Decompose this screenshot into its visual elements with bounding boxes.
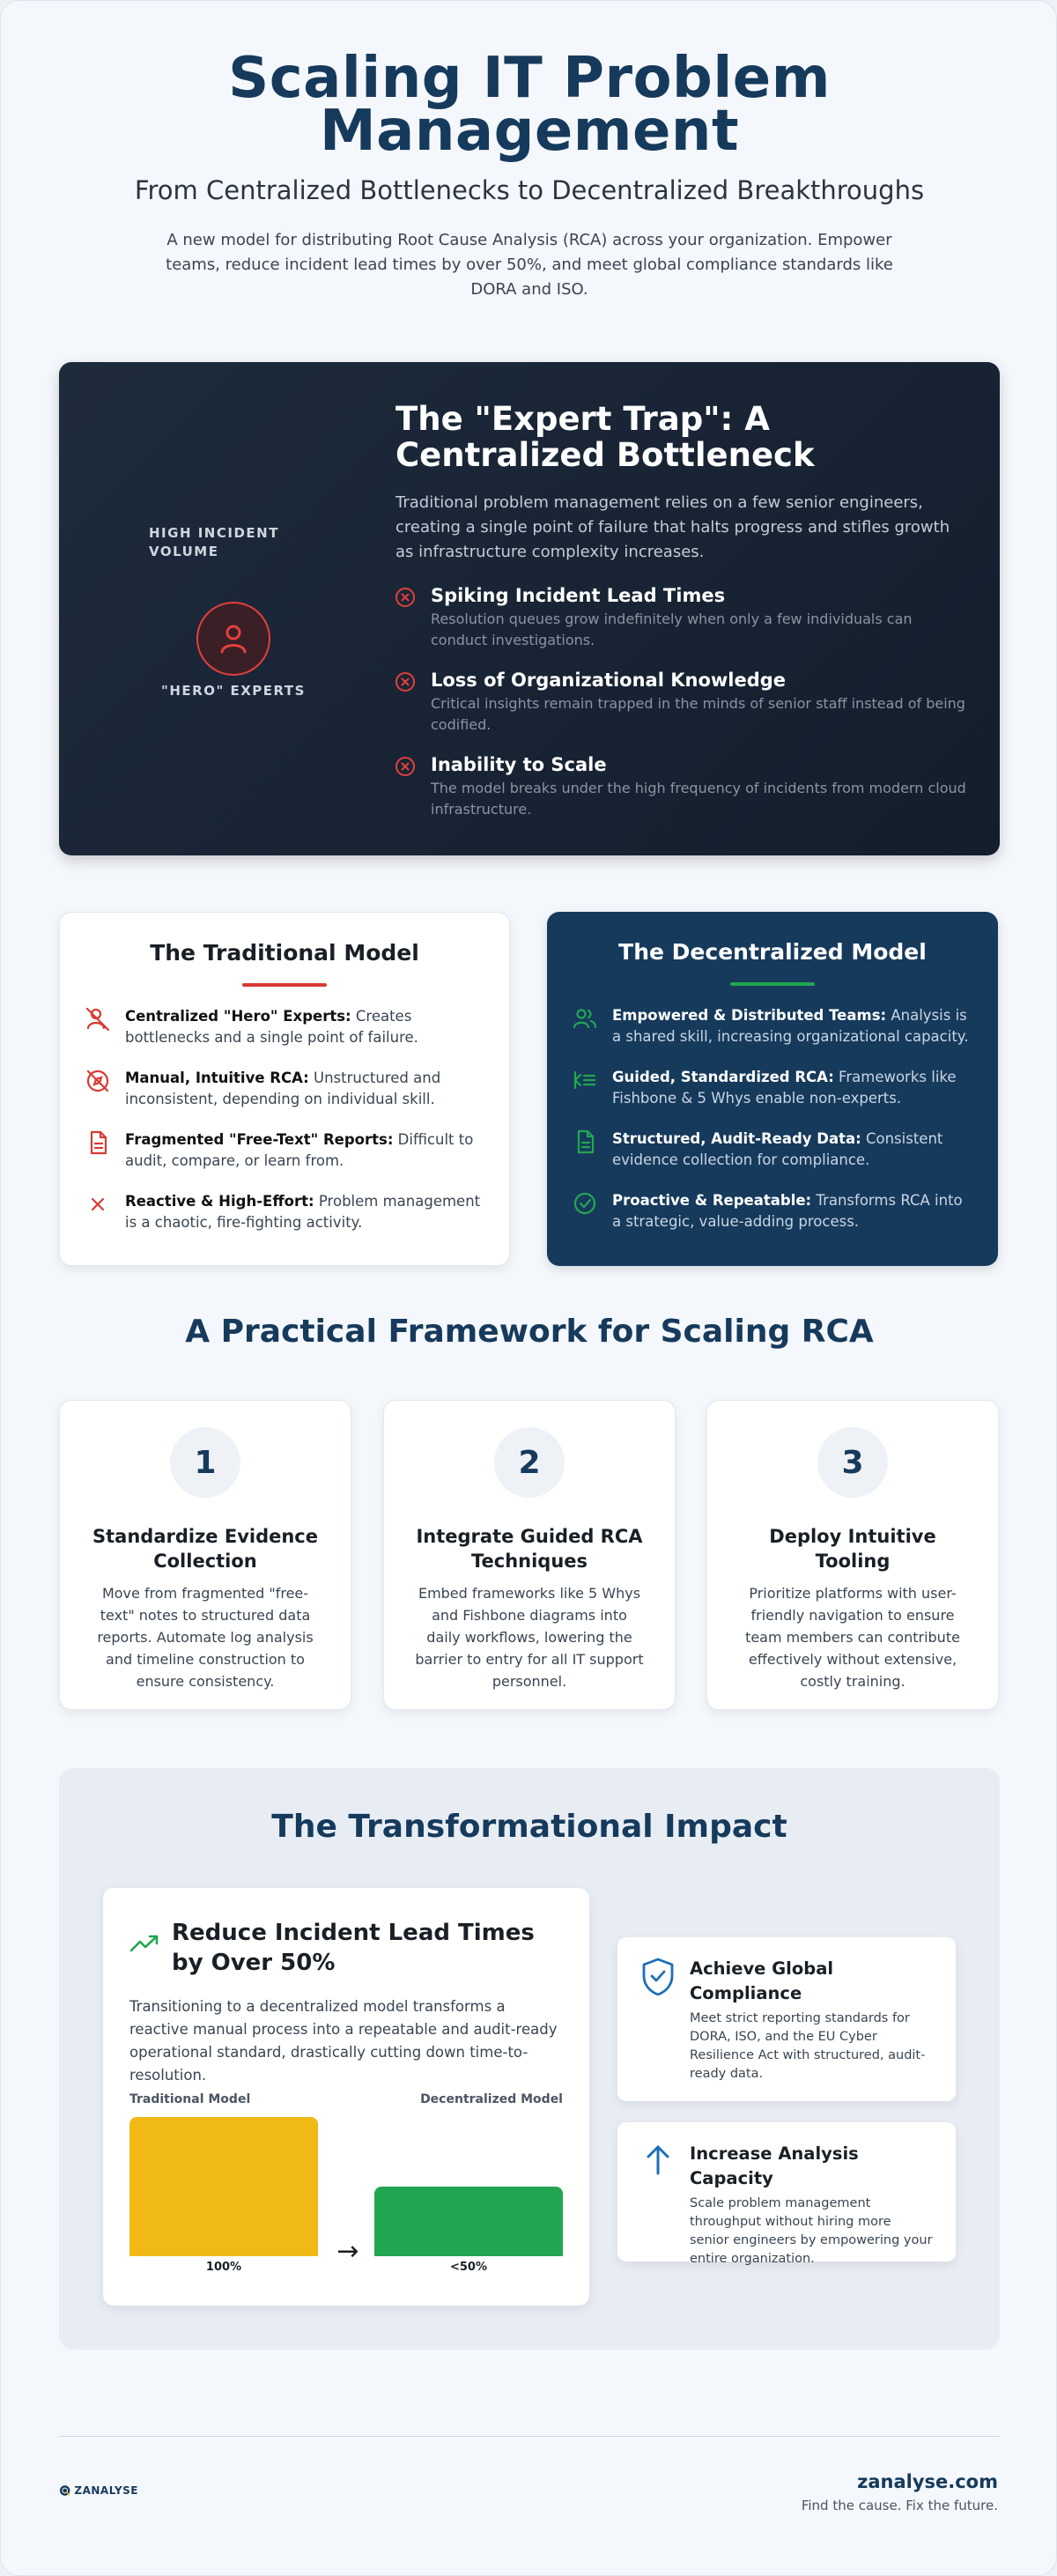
trap-item-title: Spiking Incident Lead Times	[431, 585, 726, 606]
decentralized-item	[572, 1190, 973, 1232]
green-divider	[730, 982, 815, 986]
high-incident-volume-label: HIGH INCIDENT VOLUME	[149, 525, 279, 559]
decentralized-model-card	[547, 912, 998, 1266]
x-circle-icon	[395, 757, 415, 776]
step-text: Embed frameworks like 5 Whys and Fishbone diagrams into daily workflows, lowering the barrier to entry for all IT support personnel.	[415, 1585, 644, 1690]
traditional-bar	[129, 2117, 318, 2256]
decentralized-item-bold: Structured, Audit-Ready Data:	[612, 1130, 861, 1147]
traditional-item	[85, 1006, 484, 1048]
trap-item-title: Inability to Scale	[431, 754, 607, 775]
logo-text: ZANALYSE	[74, 2484, 138, 2497]
expert-trap-panel	[59, 362, 1000, 855]
expert-trap-title: The "Expert Trap": A Centralized Bottleneck	[395, 400, 815, 474]
decentralized-item	[572, 1129, 973, 1171]
trap-item-lead-times	[395, 584, 968, 651]
x-circle-icon	[395, 588, 415, 607]
step-text: Move from fragmented "free-text" notes to structured data reports. Automate log analysis and timeline construction to ensure consistency.	[97, 1585, 314, 1690]
traditional-item-bold: Reactive & High-Effort:	[125, 1193, 314, 1210]
x-icon	[85, 1191, 111, 1218]
red-divider	[242, 983, 327, 987]
traditional-bar-value: 100%	[205, 2261, 242, 2274]
footer-divider	[59, 2436, 1000, 2437]
lead-time-title: Reduce Incident Lead Times by Over 50%	[172, 1920, 535, 1976]
x-circle-icon	[395, 672, 415, 692]
lead-time-text: Transitioning to a decentralized model transforms a reactive manual process into a repeatable and audit-ready operational standard, drastically cutting down time-to-resolution.	[129, 1998, 558, 2084]
impact-section	[59, 1768, 1000, 2350]
decentralized-model-title: The Decentralized Model	[618, 939, 927, 965]
compliance-text: Meet strict reporting standards for DORA, ISO, and the EU Cyber Resilience Act with structured, audit-ready data.	[690, 2011, 926, 2081]
decentralized-item	[572, 1005, 973, 1047]
step-number: 2	[494, 1427, 565, 1498]
capacity-title: Increase Analysis Capacity	[690, 2143, 859, 2188]
traditional-item-bold: Fragmented "Free-Text" Reports:	[125, 1131, 394, 1148]
expert-trap-content	[395, 401, 968, 838]
trap-item-text: The model breaks under the high frequency of incidents from modern cloud infrastructure.	[431, 780, 966, 818]
decentralized-item-text: Analysis is a shared skill, increasing organizational capacity.	[612, 1007, 969, 1045]
traditional-model-title: The Traditional Model	[150, 940, 419, 966]
shield-check-icon	[640, 1957, 676, 2101]
page-subtitle: From Centralized Bottlenecks to Decentralized Breakthroughs	[134, 175, 925, 205]
trap-item-text: Critical insights remain trapped in the minds of senior staff instead of being codified.	[431, 695, 965, 733]
compliance-title: Achieve Global Compliance	[690, 1958, 834, 2003]
lead-time-card	[103, 1888, 589, 2306]
list-icon	[572, 1067, 598, 1093]
traditional-item-text: Difficult to audit, compare, or learn from.	[125, 1131, 474, 1169]
step-title: Standardize Evidence Collection	[92, 1526, 318, 1572]
page-description: A new model for distributing Root Cause Analysis (RCA) across your organization. Empower teams, reduce incident lead times by over 50%, and meet global compliance standards like DORA and ISO.	[166, 231, 893, 299]
footer-branding	[802, 2471, 998, 2513]
logo-mark-icon	[59, 2478, 70, 2503]
traditional-bar-label: Traditional Model	[129, 2092, 251, 2106]
traditional-item-text: Unstructured and inconsistent, depending on individual skill.	[125, 1070, 441, 1107]
trending-up-icon	[129, 1934, 159, 1957]
traditional-item-bold: Centralized "Hero" Experts:	[125, 1008, 351, 1025]
user-off-icon	[85, 1006, 111, 1033]
compass-off-icon	[85, 1068, 111, 1094]
capacity-text: Scale problem management throughput without hiring more senior engineers by empowering your entire organization.	[690, 2196, 933, 2266]
step-text: Prioritize platforms with user-friendly navigation to ensure team members can contribute effectively without extensive, costly training.	[745, 1585, 960, 1690]
step-number: 3	[817, 1427, 888, 1498]
traditional-item-text: Creates bottlenecks and a single point of failure.	[125, 1008, 418, 1046]
trap-item-text: Resolution queues grow indefinitely when only a few individuals can conduct investigations.	[431, 611, 913, 648]
trap-item-knowledge	[395, 669, 968, 736]
file-text-icon	[572, 1129, 598, 1155]
decentralized-item-bold: Guided, Standardized RCA:	[612, 1069, 834, 1085]
traditional-item-bold: Manual, Intuitive RCA:	[125, 1070, 309, 1086]
decentralized-item-text: Consistent evidence collection for compliance.	[612, 1130, 943, 1168]
footer-site-link[interactable]: zanalyse.com	[857, 2471, 998, 2492]
arrow-up-icon	[640, 2142, 676, 2261]
traditional-model-card	[59, 912, 510, 1266]
hero-section	[1, 46, 1057, 302]
footer-tagline: Find the cause. Fix the future.	[801, 2498, 998, 2513]
capacity-card	[617, 2122, 956, 2266]
decentralized-bar-label: Decentralized Model	[420, 2092, 563, 2106]
decentralized-bar-value: <50%	[449, 2261, 487, 2274]
expert-trap-visual	[59, 362, 411, 855]
lead-time-comparison-chart	[129, 2115, 563, 2274]
decentralized-item-bold: Proactive & Repeatable:	[612, 1192, 812, 1209]
framework-title: A Practical Framework for Scaling RCA	[185, 1314, 874, 1350]
zanalyse-logo[interactable]	[59, 2475, 138, 2506]
decentralized-bar	[374, 2187, 563, 2256]
framework-step-1	[59, 1400, 351, 1710]
decentralized-item	[572, 1067, 973, 1109]
traditional-item	[85, 1068, 484, 1110]
expert-trap-description: Traditional problem management relies on a few senior engineers, creating a single point of failure that halts progress and stifles growth as infrastructure complexity increases.	[395, 493, 950, 561]
trap-item-title: Loss of Organizational Knowledge	[431, 670, 787, 691]
impact-title: The Transformational Impact	[271, 1809, 787, 1845]
traditional-item	[85, 1191, 484, 1233]
arrow-right-icon: →	[336, 2236, 359, 2267]
hero-experts-label: "HERO" EXPERTS	[161, 683, 306, 699]
users-icon	[572, 1005, 598, 1032]
decentralized-item-bold: Empowered & Distributed Teams:	[612, 1007, 887, 1024]
step-number: 1	[170, 1427, 240, 1498]
framework-step-2	[383, 1400, 676, 1710]
compliance-card	[617, 1937, 956, 2101]
step-title: Integrate Guided RCA Techniques	[416, 1526, 643, 1572]
framework-step-3	[706, 1400, 999, 1710]
traditional-item-text: Problem management is a chaotic, fire-fighting activity.	[125, 1193, 481, 1231]
page-title: Scaling IT Problem Management	[228, 46, 831, 164]
step-title: Deploy Intuitive Tooling	[769, 1526, 936, 1572]
expert-trap-list	[395, 584, 968, 820]
traditional-item	[85, 1129, 484, 1172]
decentralized-item-text: Transforms RCA into a strategic, value-adding process.	[612, 1192, 963, 1230]
trap-item-scale	[395, 753, 968, 820]
decentralized-item-text: Frameworks like Fishbone & 5 Whys enable non-experts.	[612, 1069, 957, 1107]
hero-expert-icon	[196, 602, 270, 676]
check-circle-icon	[572, 1190, 598, 1217]
file-text-icon	[85, 1129, 111, 1156]
